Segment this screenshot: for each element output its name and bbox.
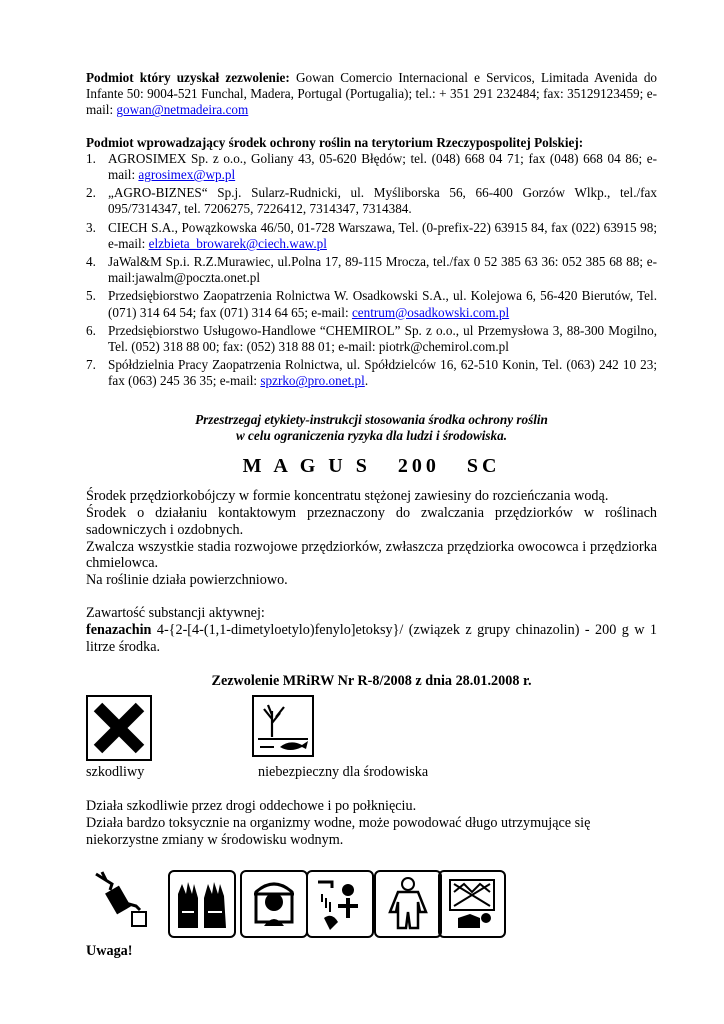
importer-text: Spółdzielnia Pracy Zaopatrzenia Rolnictwa, ul. Spółdzielców 16, 62-510 Konin, Tel. (063) 242 10 23; fax (063) 245 36 35; e-mail: [108, 357, 657, 389]
holder-text: Gowan Comercio Internacional e Servicos, Limitada Avenida do Infante 50: 9004-521 Funchal, Madera, Portugal (Portugalia); tel.: + 351 291 232484; fax: 35129123459; e-mail: [86, 70, 658, 118]
importer-number: 4. [86, 254, 96, 270]
warning-line-2: w celu ograniczenia ryzyka dla ludzi i środowiska. [235, 427, 508, 443]
importer-item [86, 288, 657, 320]
face-shield-icon [240, 870, 308, 938]
importer-number: 5. [86, 288, 96, 304]
description-line: Na roślinie działa powierzchniowo. [86, 572, 288, 589]
harmful-label: szkodliwy [86, 764, 145, 780]
no-livestock-icon [438, 870, 506, 938]
caution-heading: Uwaga! [86, 943, 133, 959]
importer-number: 1. [86, 150, 96, 166]
importers-list [86, 151, 657, 390]
holder-label: Podmiot który uzyskał zezwolenie: [86, 70, 290, 85]
importer-text: JaWal&M Sp.i. R.Z.Murawiec, ul.Polna 17, 89-115 Mrocza, tel./fax 0 52 385 63 36: 052 385 68 88; e-mail:jawalm@poczta.onet.pl [108, 254, 657, 286]
importers-label: Podmiot wprowadzający środek ochrony roślin na terytorium Rzeczypospolitej Polskiej: [86, 134, 584, 150]
hazard-statement: Działa bardzo toksycznie na organizmy wodne, może powodować długo utrzymujące się niekorzystne zmiany w środowisku wodnym. [86, 815, 591, 848]
description-line: Środek przędziorkobójczy w formie koncentratu stężonej zawiesiny do rozcieńczania wodą. [86, 488, 609, 505]
importer-item [86, 185, 657, 217]
importer-text: AGROSIMEX Sp. z o.o., Goliany 43, 05-620 Błędów; tel. (048) 668 04 71; fax (048) 668 04 86; e-mail: [108, 150, 657, 183]
warning-line-1: Przestrzegaj etykiety-instrukcji stosowania środka ochrony roślin [195, 411, 548, 427]
importer-text: CIECH S.A., Powązkowska 46/50, 01-728 Warszawa, Tel. (0-prefix-22) 63915 84, fax (022) 63915 98; e-mail: [108, 219, 657, 251]
importer-item [86, 323, 657, 355]
importer-number: 7. [86, 357, 96, 373]
importer-number: 6. [86, 322, 96, 338]
wash-hands-icon [306, 870, 374, 938]
dead-tree-fish-icon [254, 697, 312, 755]
importer-item [86, 220, 657, 252]
holder-section [86, 70, 657, 119]
importer-text: Przedsiębiorstwo Usługowo-Handlowe “CHEMIROL” Sp. z o.o., ul Przemysłowa 3, 88-300 Mogilno, Tel. (052) 318 88 00; fax: (052) 318 88 01; e-mail: piotrk@chemirol.com.pl [108, 322, 657, 355]
product-description [86, 488, 657, 589]
hazard-statement: Działa szkodliwie przez drogi oddechowe i po połknięciu. [86, 798, 417, 814]
protective-clothing-icon [374, 870, 442, 938]
product-title: M A G U S 200 SC [242, 455, 501, 478]
active-substance-text: 4-{2-[4-(1,1-dimetyloetylo)fenylo]etoksy}/ (związek z grupy chinazolin) - 200 g w 1 litrze środka. [86, 621, 658, 655]
importer-email-link[interactable]: agrosimex@wp.pl [138, 167, 236, 183]
importers-heading [86, 135, 657, 151]
active-substance [86, 605, 657, 655]
active-substance-name: fenazachin [86, 621, 152, 638]
label-warning [86, 412, 657, 444]
importer-text: „AGRO-BIZNES“ Sp.j. Sularz-Rudnicki, ul. Myśliborska 56, 66-400 Gorzów Wlkp., tel./fax 095/7314347, tel. 7206275, 7226412, 7314347, 7314384. [108, 185, 657, 217]
description-line: Środek o działaniu kontaktowym przeznaczony do zwalczania przędziorków w roślinach sadowniczych i ozdobnych. [86, 505, 657, 538]
harmful-pictogram [86, 695, 152, 761]
harmful-x-icon [88, 697, 150, 759]
importer-text: Przedsiębiorstwo Zaopatrzenia Rolnictwa W. Osadkowski S.A., ul. Kolejowa 6, 56-420 Bierutów, Tel. (071) 314 64 54; fax (071) 314 64 65; e-mail: [108, 288, 657, 320]
hazard-statements [86, 798, 657, 849]
importer-number: 2. [86, 185, 96, 201]
active-substance-label: Zawartość substancji aktywnej: [86, 605, 265, 622]
holder-email-link[interactable]: gowan@netmadeira.com [116, 102, 249, 118]
importer-item [86, 254, 657, 286]
environment-label: niebezpieczny dla środowiska [258, 764, 429, 780]
importer-item [86, 151, 657, 183]
gloves-icon [168, 870, 236, 938]
importer-email-link[interactable]: elzbieta_browarek@ciech.waw.pl [148, 235, 327, 251]
description-line: Zwalcza wszystkie stadia rozwojowe przędziorków, zwłaszcza przędziorka owocowca i przędziorka chmielowca. [86, 538, 657, 572]
importer-number: 3. [86, 219, 96, 235]
importer-item [86, 357, 657, 389]
permit-number: Zezwolenie MRiRW Nr R-8/2008 z dnia 28.01.2008 r. [211, 673, 532, 690]
importer-email-link[interactable]: centrum@osadkowski.com.pl [351, 304, 510, 320]
importer-suffix: . [364, 373, 369, 389]
environment-pictogram [252, 695, 314, 757]
label-document [86, 70, 657, 690]
importer-email-link[interactable]: spzrko@pro.onet.pl [260, 373, 365, 389]
keep-from-children-icon [92, 870, 152, 928]
